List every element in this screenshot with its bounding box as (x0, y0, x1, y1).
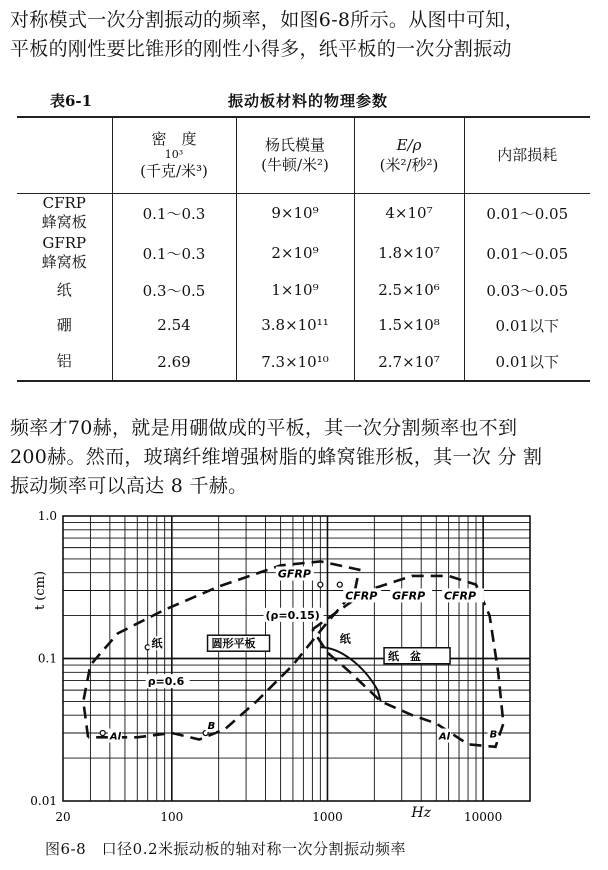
material-name-cell (17, 343, 112, 381)
x-tick-label: 1000 (312, 810, 343, 824)
modulus-cell: 9×10⁹ (236, 193, 354, 233)
chart-label: 圆形平板 (211, 637, 256, 651)
header-density: 密 度 10³ (千克/米³) (112, 117, 236, 193)
material-subname: 蜂窝板 (41, 253, 87, 271)
material-name: 纸 (56, 280, 72, 299)
density-cell: 0.3～0.5 (112, 273, 236, 307)
loss-cell: 0.01～0.05 (464, 193, 590, 233)
ratio-cell: 2.7×10⁷ (354, 343, 464, 381)
loss-cell: 0.01以下 (464, 307, 590, 343)
chart-label: CFRP (345, 589, 378, 603)
loss-cell: 0.01以下 (464, 343, 590, 381)
density-cell: 2.69 (112, 343, 236, 381)
y-tick-label: 1.0 (37, 509, 57, 523)
header-material (17, 117, 112, 193)
modulus-cell: 7.3×10¹⁰ (236, 343, 354, 381)
chart-label: (ρ=0.15) (265, 608, 320, 622)
table-header-row (17, 117, 590, 193)
chart-label: 纸 盆 (388, 649, 422, 663)
body-paragraph (10, 414, 600, 501)
data-point (318, 582, 323, 587)
body-line-2: 200赫。然而，玻璃纤维增强树脂的蜂窝锥形板，其一次 分 割 (10, 446, 543, 468)
data-point (337, 582, 342, 587)
table-row (17, 233, 590, 273)
figure-caption: 图6-8 口径0.2米振动板的轴对称一次分割振动频率 (45, 840, 407, 858)
chart-label: B (489, 729, 498, 741)
x-axis-label: Hz (411, 805, 431, 821)
table-row (17, 307, 590, 343)
density-cell: 0.1～0.3 (112, 233, 236, 273)
chart-label: ρ=0.6 (147, 675, 185, 689)
chart-label: 纸 (339, 632, 351, 646)
intro-line-2: 平板的刚性要比锥形的刚性小得多，纸平板的一次分割振动 (10, 38, 512, 60)
material-name-cell (17, 307, 112, 343)
y-tick-label: 0.01 (30, 794, 57, 808)
material-name: 铝 (56, 352, 72, 370)
body-line-1: 频率才70赫，就是用硼做成的平板，其一次分割频率也不到 (10, 417, 518, 439)
x-tick-label: 100 (160, 810, 184, 824)
density-cell: 2.54 (112, 307, 236, 343)
body-line-3: 振动频率可以高达 8 千赫。 (10, 475, 248, 497)
material-name: CFRP (42, 194, 86, 213)
material-name-cell (17, 273, 112, 307)
y-tick-label: 0.1 (37, 651, 57, 666)
ratio-cell: 1.8×10⁷ (354, 233, 464, 273)
table-number: 表6-1 (50, 92, 93, 110)
material-name-cell (17, 193, 112, 233)
ratio-cell: 2.5×10⁶ (354, 273, 464, 307)
data-point (100, 731, 105, 736)
material-name-cell (17, 233, 112, 273)
chart-label: Al (109, 731, 122, 743)
chart-label: 纸 (151, 637, 163, 651)
table-row (17, 273, 590, 307)
chart-label: CFRP (443, 589, 477, 603)
density-cell: 0.1～0.3 (112, 193, 236, 233)
chart-label: Al (438, 731, 451, 743)
chart-label: GFRP (392, 589, 426, 603)
material-name: GFRP (42, 234, 87, 252)
loss-cell: 0.01～0.05 (464, 233, 590, 273)
intro-paragraph (10, 6, 600, 64)
chart-label: B (207, 721, 216, 733)
material-subname: 蜂窝板 (41, 213, 87, 232)
loss-cell: 0.03～0.05 (464, 273, 590, 307)
modulus-cell: 3.8×10¹¹ (236, 307, 354, 343)
x-tick-label: 10000 (464, 810, 503, 824)
header-youngs-modulus: 杨氏模量 (牛顿/米²) (236, 117, 354, 193)
header-internal-loss: 内部损耗 (464, 117, 590, 193)
material-parameters-table (17, 116, 590, 382)
table-row (17, 193, 590, 233)
data-point (145, 645, 150, 650)
chart-label: GFRP (277, 567, 311, 581)
intro-line-1: 对称模式一次分割振动的频率，如图6-8所示。从图中可知， (10, 9, 524, 31)
header-e-over-rho: E/ρ (米²/秒²) (354, 117, 464, 193)
table-title: 振动板材料的物理参数 (228, 92, 389, 110)
frequency-chart (0, 508, 608, 838)
ratio-cell: 4×10⁷ (354, 193, 464, 233)
modulus-cell: 1×10⁹ (236, 273, 354, 307)
modulus-cell: 2×10⁹ (236, 233, 354, 273)
ratio-cell: 1.5×10⁸ (354, 307, 464, 343)
y-axis-label: t (cm) (33, 570, 48, 611)
x-tick-label: 20 (55, 810, 71, 824)
chart-ticks (30, 509, 502, 824)
material-name: 硼 (56, 315, 72, 334)
table-row (17, 343, 590, 381)
